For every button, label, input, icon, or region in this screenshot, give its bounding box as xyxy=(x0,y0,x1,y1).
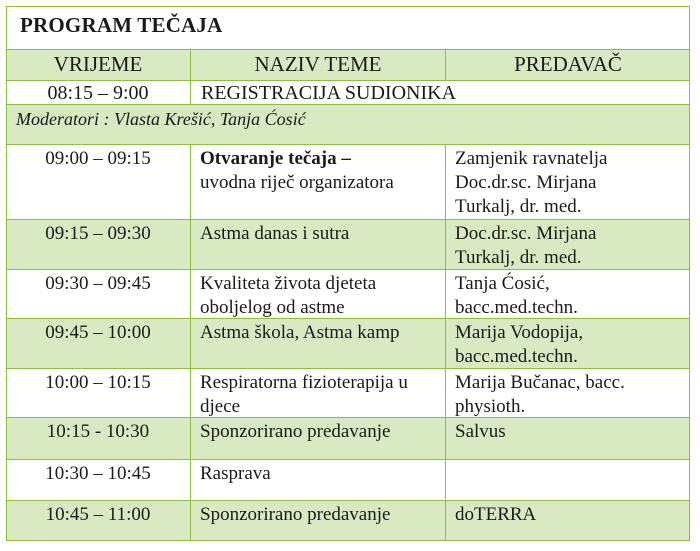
row-8-topic: Sponzorirano predavanje xyxy=(200,504,391,525)
speaker-line: bacc.med.techn. xyxy=(455,346,578,367)
topic-line: Kvaliteta života djeteta xyxy=(200,273,377,294)
divider xyxy=(6,219,690,220)
row-6-time: 10:15 - 10:30 xyxy=(46,421,150,442)
speaker-line: bacc.med.techn. xyxy=(455,297,578,318)
speaker-line: Marija Bučanac, bacc. xyxy=(455,372,625,393)
row-1-topic-text: uvodna riječ organizatora xyxy=(200,172,394,193)
divider xyxy=(6,49,690,50)
divider xyxy=(6,459,690,460)
row-1-topic xyxy=(200,147,440,195)
row-3-time: 09:30 – 09:45 xyxy=(45,273,151,294)
registration-topic: REGISTRACIJA SUDIONIKA xyxy=(201,82,457,104)
page-title: PROGRAM TEČAJA xyxy=(20,13,223,37)
row-1-time: 09:00 – 09:15 xyxy=(45,148,151,169)
row-5-topic xyxy=(200,371,440,419)
registration-time: 08:15 – 9:00 xyxy=(47,82,149,104)
row-6-topic: Sponzorirano predavanje xyxy=(200,421,391,442)
divider xyxy=(445,144,446,541)
topic-line: oboljelog od astme xyxy=(200,297,345,318)
speaker-line: Doc.dr.sc. Mirjana xyxy=(455,172,597,193)
row-1-speaker xyxy=(455,147,685,219)
moderators-line: Moderatori : Vlasta Krešić, Tanja Ćosić xyxy=(16,109,306,129)
speaker-line: physioth. xyxy=(455,396,526,417)
divider xyxy=(6,144,690,145)
row-4-topic: Astma škola, Astma kamp xyxy=(200,322,400,343)
divider xyxy=(190,144,191,541)
row-7-time: 10:30 – 10:45 xyxy=(45,463,151,484)
row-8-speaker: doTERRA xyxy=(455,504,537,525)
row-1-topic-bold: Otvaranje tečaja – xyxy=(200,148,351,169)
speaker-line: Doc.dr.sc. Mirjana xyxy=(455,223,597,244)
row-6-speaker: Salvus xyxy=(455,421,506,442)
speaker-line: Tanja Ćosić, xyxy=(455,273,550,294)
row-4-time: 09:45 – 10:00 xyxy=(45,322,151,343)
divider xyxy=(6,500,690,501)
header-time: VRIJEME xyxy=(53,52,143,76)
header-topic: NAZIV TEME xyxy=(254,52,382,76)
speaker-line: Zamjenik ravnatelja xyxy=(455,148,608,169)
row-2-time: 09:15 – 09:30 xyxy=(45,223,151,244)
row-3-topic xyxy=(200,272,440,320)
row-2-speaker xyxy=(455,222,685,270)
row-4-speaker xyxy=(455,321,685,369)
row-5-time: 10:00 – 10:15 xyxy=(45,372,151,393)
speaker-line: Marija Vodopija, xyxy=(455,322,584,343)
topic-line: djece xyxy=(200,396,241,417)
row-7-topic: Rasprava xyxy=(200,463,271,484)
topic-line: Respiratorna fizioterapija u xyxy=(200,372,408,393)
row-3-speaker xyxy=(455,272,685,320)
row-5-speaker xyxy=(455,371,685,419)
header-speaker: PREDAVAČ xyxy=(514,52,622,76)
row-8-time: 10:45 – 11:00 xyxy=(45,504,151,525)
title-bar xyxy=(7,7,689,50)
row-2-topic: Astma danas i sutra xyxy=(200,223,350,244)
speaker-line: Turkalj, dr. med. xyxy=(455,247,582,268)
speaker-line: Turkalj, dr. med. xyxy=(455,196,582,217)
